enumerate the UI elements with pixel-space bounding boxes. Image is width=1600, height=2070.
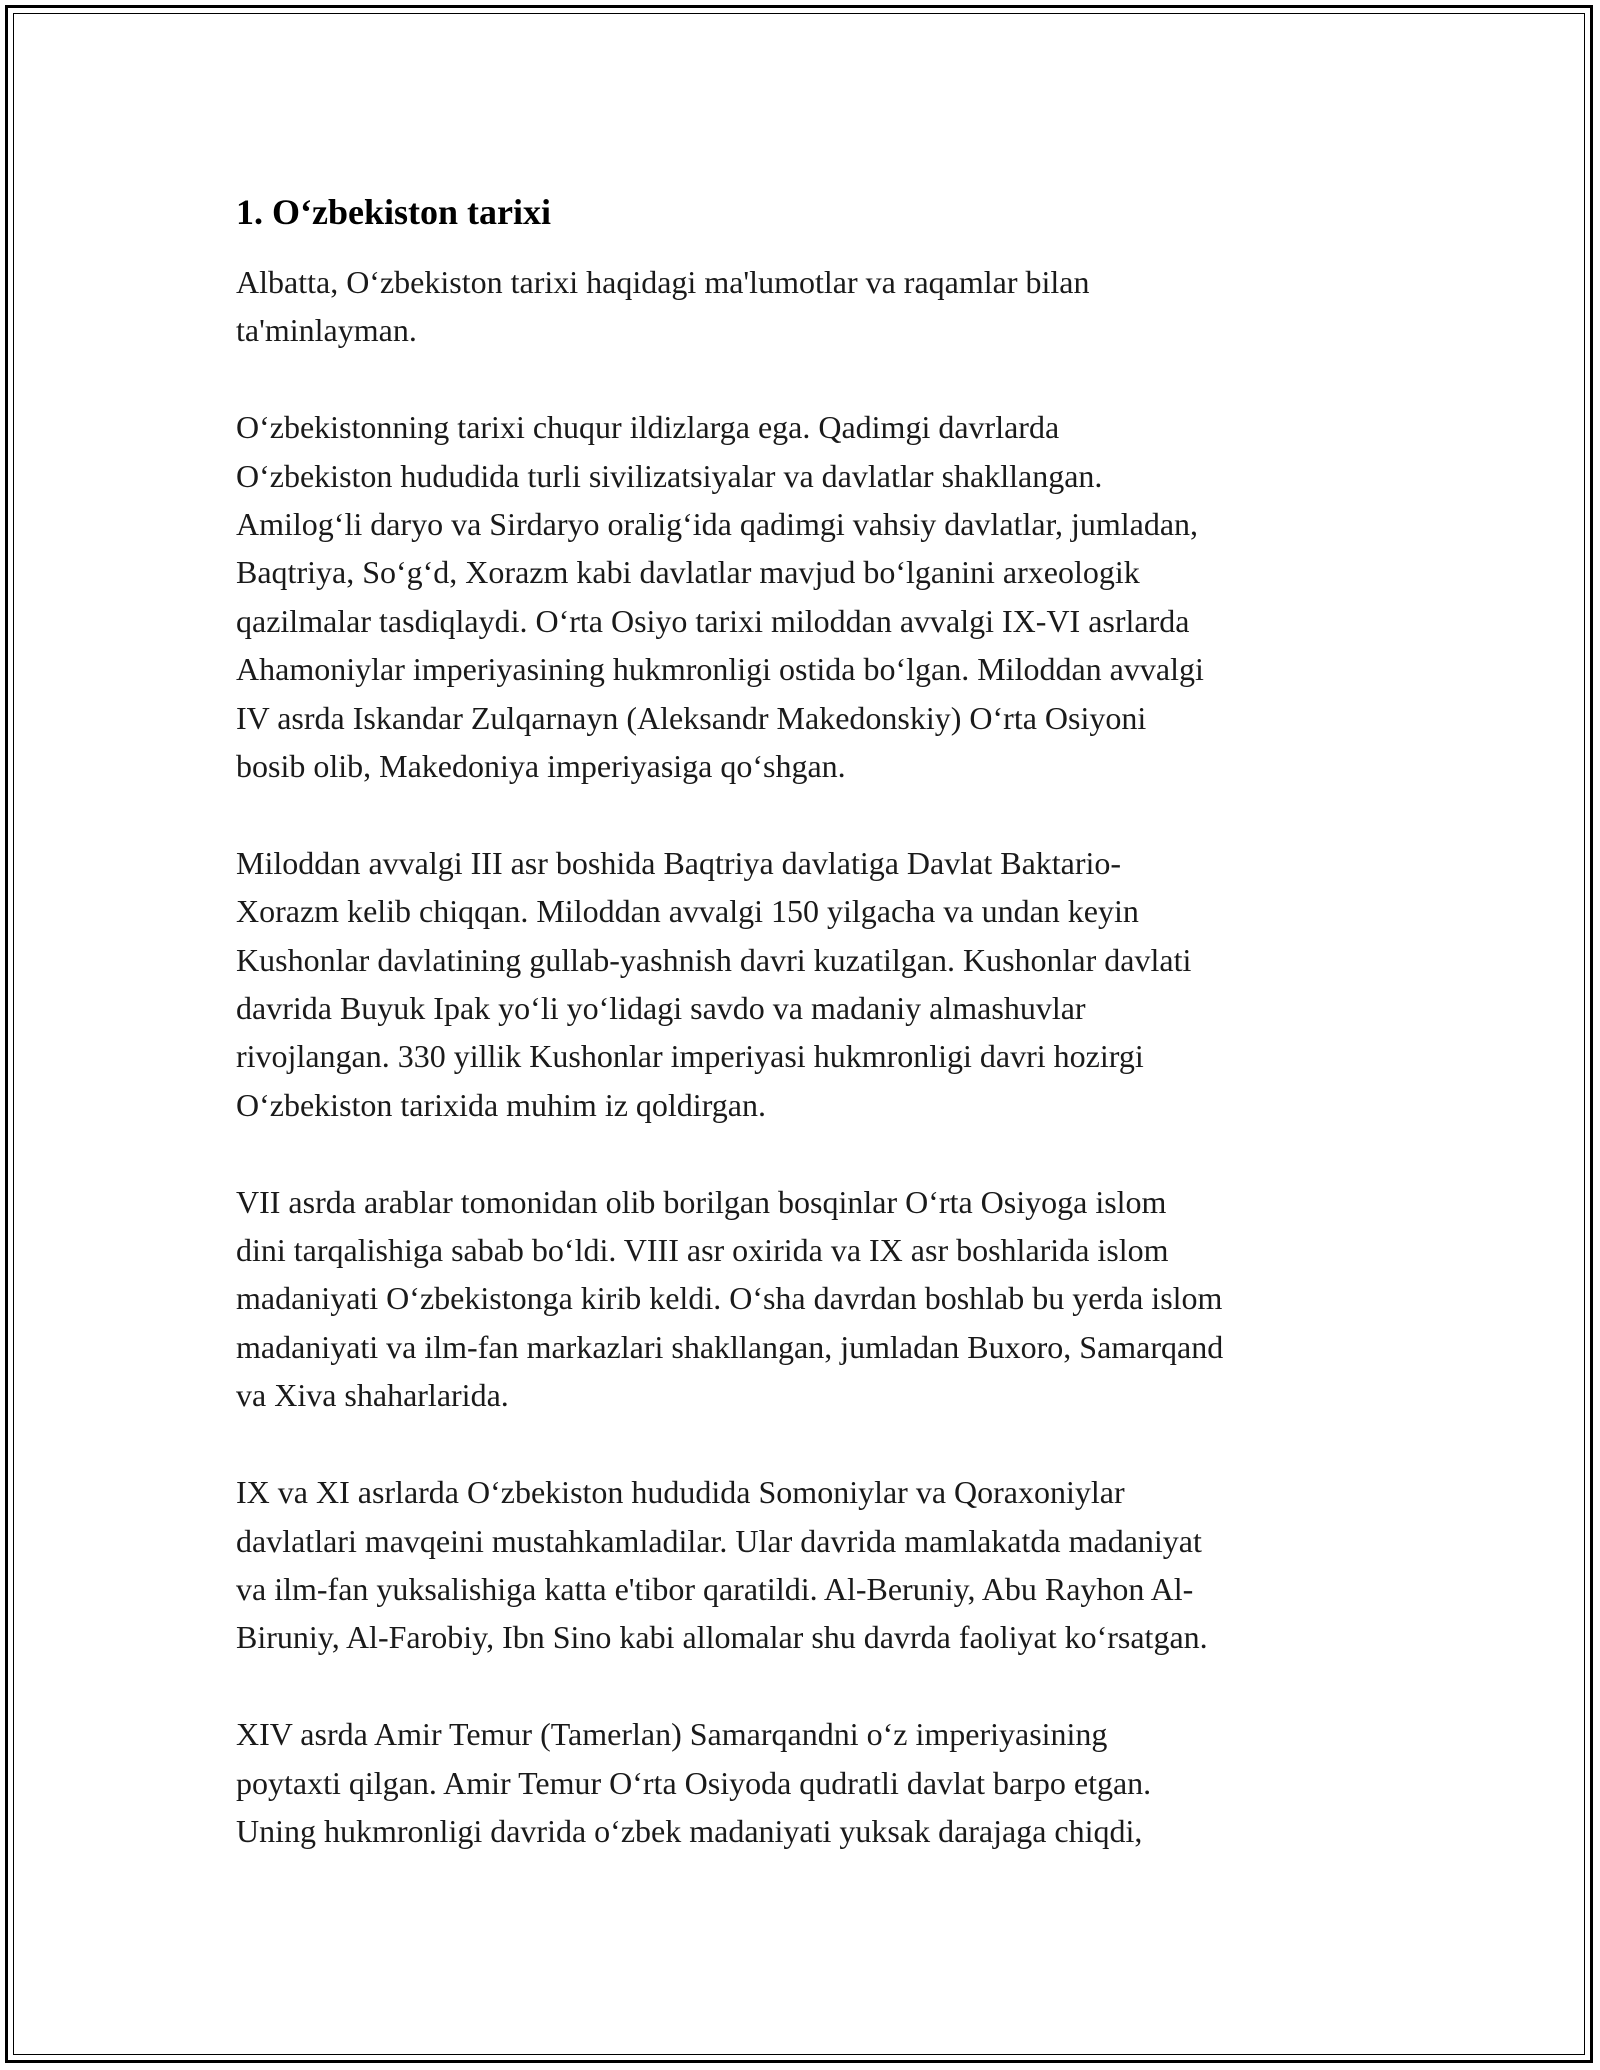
paragraph-samanids-karakhanids: IX va XI asrlarda O‘zbekiston hududida Somoniylar va Qoraxoniylar davlatlari mavqeini mustahkamladilar. Ular davrida mamlakatda madaniyat va ilm-fan yuksalishiga katta e'tibor qaratildi. Al-Beruniy, Abu Rayhon Al- Biruniy, Al-Farobiy, Ibn Sino kabi allomalar shu davrda faoliyat ko‘rsatgan. [236,1474,1208,1656]
paragraph-amir-temur: XIV asrda Amir Temur (Tamerlan) Samarqandni o‘z imperiyasining poytaxti qilgan. Amir Temur O‘rta Osiyoda qudratli davlat barpo etgan. Uning hukmronligi davrida o‘zbek madaniyati yuksak darajaga chiqdi, [236,1716,1152,1849]
paragraph-intro: Albatta, O‘zbekiston tarixi haqidagi ma'lumotlar va raqamlar bilan ta'minlayman. [236,264,1090,349]
document-body [236,186,1376,1904]
paragraph-ancient-history: O‘zbekistonning tarixi chuqur ildizlarga ega. Qadimgi davrlarda O‘zbekiston hududida turli sivilizatsiyalar va davlatlar shakllangan. Amilog‘li daryo va Sirdaryo oralig‘ida qadimgi vahsiy davlatlar, jumladan, Baqtriya, So‘g‘d, Xorazm kabi davlatlar mavjud bo‘lganini arxeologik qazilmalar tasdiqlaydi. O‘rta Osiyo tarixi miloddan avvalgi IX-VI asrlarda Ahamoniylar imperiyasining hukmronligi ostida bo‘lgan. Miloddan avvalgi IV asrda Iskandar Zulqarnayn (Aleksandr Makedonskiy) O‘rta Osiyoni bosib olib, Makedoniya imperiyasiga qo‘shgan. [236,409,1204,785]
paragraph-islam-arrival: VII asrda arablar tomonidan olib borilgan bosqinlar O‘rta Osiyoga islom dini tarqalishiga sabab bo‘ldi. VIII asr oxirida va IX asr boshlarida islom madaniyati O‘zbekistonga kirib keldi. O‘sha davrdan boshlab bu yerda islom madaniyati va ilm-fan markazlari shakllangan, jumladan Buxoro, Samarqand va Xiva shaharlarida. [236,1183,1224,1414]
paragraph-kushan-era: Miloddan avvalgi III asr boshida Baqtriya davlatiga Davlat Baktario- Xorazm kelib chiqqan. Miloddan avvalgi 150 yilgacha va undan keyin Kushonlar davlatining gullab-yashnish davri kuzatilgan. Kushonlar davlati davrida Buyuk Ipak yo‘li yo‘lidagi savdo va madaniy almashuvlar rivojlangan. 330 yillik Kushonlar imperiyasi hukmronligi davri hozirgi O‘zbekiston tarixida muhim iz qoldirgan. [236,844,1192,1123]
page-title: 1. O‘zbekiston tarixi [236,192,551,232]
